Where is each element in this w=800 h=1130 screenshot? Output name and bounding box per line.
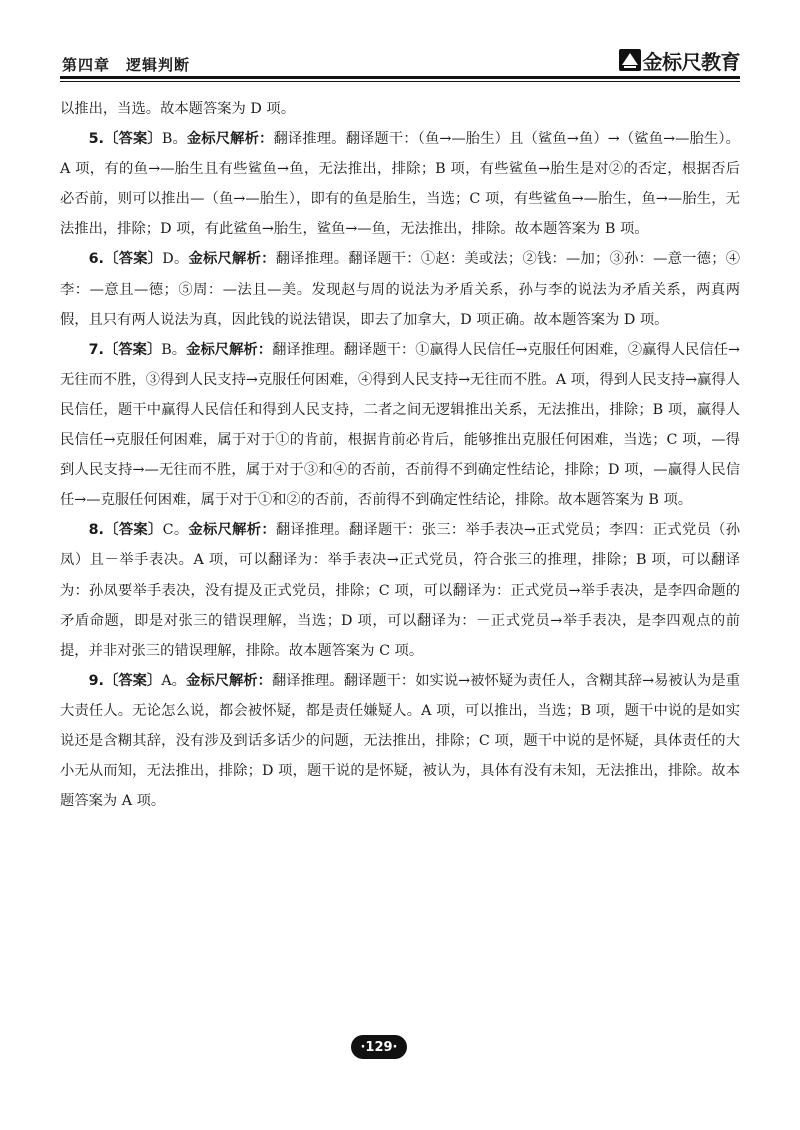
answer-letter: A。 (161, 672, 186, 689)
paragraph-text: 翻译推理。翻译题干：如实说→被怀疑为责任人，含糊其辞→易被认为是重大责任人。无论怎么说，都会被怀疑，都是责任嫌疑人。A 项，可以推出，当选；B 项，题干中说的是如实说还是含糊其辞，没有涉及到话多话少的问题，无法推出，排除；C 项，题干中说的是怀疑，具体责任的大小无从而知，无法推出，排除；D 项，题干说的是怀疑，被认为，具体有没有未知，无法推出，排除。故本题答案为 A 项。 (60, 672, 741, 810)
answer-tag: 7.〔答案〕 (88, 341, 162, 358)
answer-letter: D。 (162, 251, 189, 268)
paragraph-text: 翻译推理。翻译题干：（鱼→—胎生）且（鲨鱼→鱼）→（鲨鱼→—胎生）。A 项，有的鱼→—胎生且有些鲨鱼→鱼，无法推出，排除；B 项，有些鲨鱼→胎生是对②的否定，根据否后必否前，则可以推出—（鱼→—胎生），即有的鱼是胎生，当选；C 项，有些鲨鱼→—胎生，鱼→—胎生，无法推出，排除；D 项，有此鲨鱼→胎生，鲨鱼→—鱼，无法推出，排除。故本题答案为 B 项。 (60, 131, 740, 238)
brand-logo (619, 47, 741, 73)
paragraph-text: 以推出，当选。故本题答案为 D 项。 (60, 101, 296, 117)
header-rule-thin (60, 81, 740, 82)
answer-paragraph-5 (60, 124, 740, 244)
answer-letter: B。 (161, 131, 187, 148)
answer-tag: 9.〔答案〕 (88, 672, 162, 689)
page-header (60, 44, 740, 74)
answer-paragraph-8 (60, 515, 740, 665)
answer-tag: 5.〔答案〕 (88, 131, 162, 148)
header-rule (60, 76, 740, 79)
answer-paragraph-9 (60, 666, 740, 816)
analysis-tag: 金标尺解析： (186, 341, 273, 358)
analysis-tag: 金标尺解析： (188, 251, 276, 268)
analysis-tag: 金标尺解析： (186, 131, 274, 148)
page-number: ·129· (351, 1035, 407, 1059)
brand-logo-icon (619, 49, 641, 71)
answer-tag: 8.〔答案〕 (88, 522, 163, 539)
paragraph-text: 翻译推理。翻译题干：张三：举手表决→正式党员；李四：正式党员（孙凤）且－举手表决。A 项，可以翻译为：举手表决→正式党员，符合张三的推理，排除；B 项，可以翻译为：孙凤要举手表决，没有提及正式党员，排除；C 项，可以翻译为：正式党员→举手表决，是李四命题的矛盾命题，即是对张三的错误理解，当选；D 项，可以翻译为：－正式党员→举手表决，是李四观点的前提，并非对张三的错误理解，排除。故本题答案为 C 项。 (60, 522, 740, 659)
analysis-tag: 金标尺解析： (186, 672, 272, 689)
paragraph-continuation (60, 94, 740, 124)
answer-content (60, 94, 740, 816)
analysis-tag: 金标尺解析： (188, 522, 276, 539)
answer-paragraph-6 (60, 244, 740, 334)
answer-letter: B。 (161, 341, 187, 358)
chapter-title: 第四章 逻辑判断 (62, 56, 191, 74)
brand-name: 金标尺教育 (642, 49, 740, 74)
paragraph-text: 翻译推理。翻译题干：①赢得人民信任→克服任何困难，②赢得人民信任→无往而不胜，③得到人民支持→克服任何困难，④得到人民支持→无往而不胜。A 项，得到人民支持→赢得人民信任，题干中赢得人民信任和得到人民支持，二者之间无逻辑推出关系，无法推出，排除；B 项，赢得人民信任→克服任何困难，属于对于①的肯前，根据肯前必肯后，能够推出克服任何困难，当选；C 项，—得到人民支持→—无往而不胜，属于对于③和④的否前，否前得不到确定性结论，排除；D 项，—赢得人民信任→—克服任何困难，属于对于①和②的否前，否前得不到确定性结论，排除。故本题答案为 B 项。 (60, 341, 740, 509)
answer-letter: C。 (162, 522, 189, 539)
paragraph-text: 翻译推理。翻译题干：①赵：美或法；②钱：—加；③孙：—意一德；④李：—意且—德；⑤周：—法且—美。发现赵与周的说法为矛盾关系，孙与李的说法为矛盾关系，两真两假，且只有两人说法为真，因此钱的说法错误，即去了加拿大，D 项正确。故本题答案为 D 项。 (60, 251, 741, 328)
answer-tag: 6.〔答案〕 (88, 251, 163, 268)
answer-paragraph-7 (60, 335, 740, 516)
